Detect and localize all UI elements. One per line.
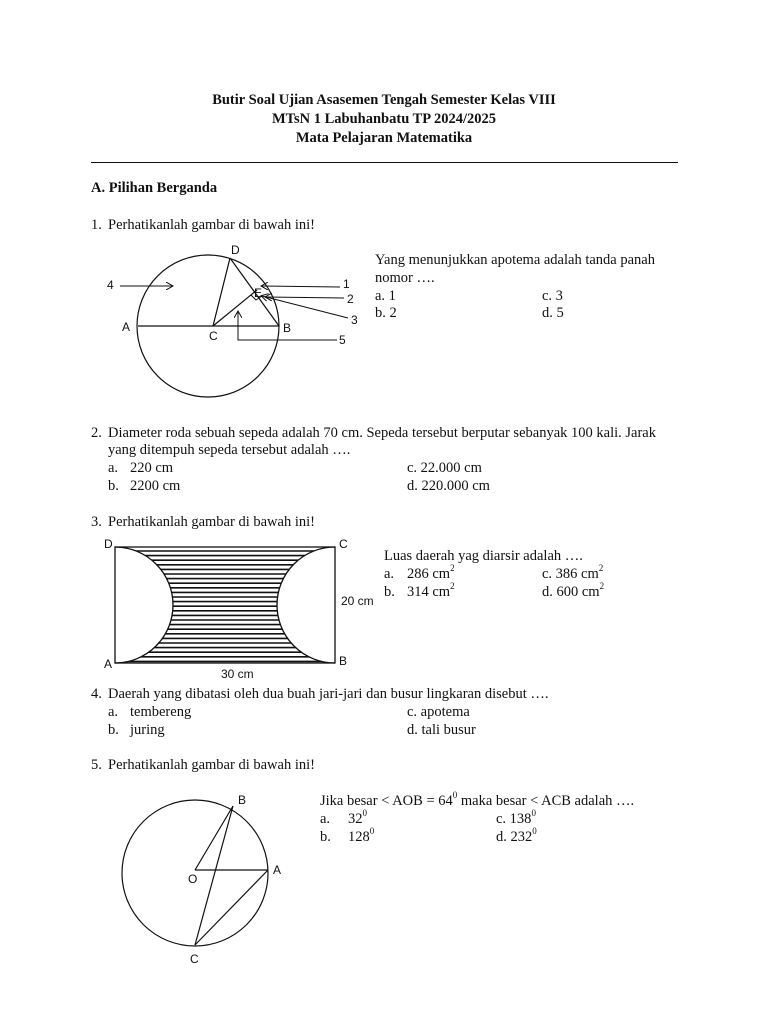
q2-option-c: c. 22.000 cm — [407, 460, 482, 476]
q5-label-o: O — [188, 872, 198, 886]
q4-text: Daerah yang dibatasi oleh dua buah jari-jari dan busur lingkaran disebut …. — [108, 686, 549, 702]
q4-option-c: c. apotema — [407, 704, 470, 720]
q3-label-d: D — [104, 537, 113, 551]
q5-chord-cb — [195, 806, 233, 945]
q4-number: 4. — [91, 686, 102, 702]
q4-option-a: tembereng — [130, 704, 192, 720]
q1-label-5: 5 — [339, 333, 346, 347]
q1-text: Perhatikanlah gambar di bawah ini! — [108, 217, 315, 233]
q5-prompt: Jika besar < AOB = $64^0$ maka besar < ACB adalah …. — [320, 790, 635, 809]
q1-label-c: C — [209, 329, 218, 343]
q5-option-d: d. $232^0$ — [496, 826, 537, 845]
q1-label-4: 4 — [107, 278, 114, 292]
q1-label-e: E — [254, 286, 263, 300]
q3-option-a-letter: a. — [384, 566, 395, 582]
q1-option-d: d. 5 — [542, 305, 564, 321]
q4-option-b: juring — [130, 722, 165, 738]
q4-option-b-letter: b. — [108, 722, 119, 738]
q5-chord-ca — [195, 870, 268, 945]
q4-option-d: d. tali busur — [407, 722, 476, 738]
q5-option-a-letter: a. — [320, 811, 331, 827]
q1-option-b: b. 2 — [375, 305, 397, 321]
q1-label-b: B — [283, 321, 292, 335]
q1-prompt-line1: Yang menunjukkan apotema adalah tanda panah — [375, 252, 655, 268]
q5-option-b-letter: b. — [320, 829, 331, 845]
q3-label-width: 30 cm — [221, 667, 254, 681]
q5-label-b: B — [238, 793, 247, 807]
q4-option-a-letter: a. — [108, 704, 119, 720]
q3-option-a: 286 $cm^2$ — [407, 563, 455, 582]
subject-name: Mata Pelajaran Matematika — [295, 130, 473, 146]
q3-prompt: Luas daerah yag diarsir adalah …. — [384, 548, 583, 564]
school-name: MTsN 1 Labuhanbatu TP 2024/2025 — [271, 111, 497, 127]
q3-label-b: B — [339, 654, 348, 668]
q3-label-a: A — [104, 657, 113, 671]
doc-title: Butir Soal Ujian Asasemen Tengah Semester Kelas VIII — [212, 92, 556, 108]
section-title: A. Pilihan Berganda — [91, 180, 218, 196]
q5-option-a: $32^0$ — [348, 808, 367, 827]
q1-label-a: A — [122, 320, 131, 334]
q2-number: 2. — [91, 425, 102, 441]
q5-option-c: c. $138^0$ — [496, 808, 536, 827]
q3-text: Perhatikanlah gambar di bawah ini! — [108, 514, 315, 530]
q3-option-b: 314 $cm^2$ — [407, 581, 455, 600]
q3-option-d: d. 600 $cm^2$ — [542, 581, 605, 600]
q5-number: 5. — [91, 757, 102, 773]
q2-option-d: d. 220.000 cm — [407, 478, 490, 494]
q2-option-a: 220 cm — [130, 460, 174, 476]
q1-option-c: c. 3 — [542, 288, 563, 304]
q2-option-a-letter: a. — [108, 460, 119, 476]
q1-label-3: 3 — [351, 313, 358, 327]
q1-label-d: D — [231, 243, 240, 257]
q3-label-height: 20 cm — [341, 594, 374, 608]
q3-option-b-letter: b. — [384, 584, 395, 600]
q3-number: 3. — [91, 514, 102, 530]
q1-label-1: 1 — [343, 277, 350, 291]
q3-option-c: c. 386 $cm^2$ — [542, 563, 604, 582]
q1-label-2: 2 — [347, 292, 354, 306]
q1-prompt-line2: nomor …. — [375, 270, 435, 286]
q5-option-b: $128^0$ — [348, 826, 375, 845]
q5-radius-ob — [195, 806, 233, 870]
q5-label-c: C — [190, 952, 199, 966]
q2-text-line2: yang ditempuh sepeda tersebut adalah …. — [108, 442, 351, 458]
q2-option-b: 2200 cm — [130, 478, 181, 494]
q1-option-a: a. 1 — [375, 288, 396, 304]
q5-label-a: A — [273, 863, 282, 877]
q3-label-c: C — [339, 537, 348, 551]
q5-text: Perhatikanlah gambar di bawah ini! — [108, 757, 315, 773]
q2-option-b-letter: b. — [108, 478, 119, 494]
q1-number: 1. — [91, 217, 102, 233]
q2-text-line1: Diameter roda sebuah sepeda adalah 70 cm. Sepeda tersebut berputar sebanyak 100 kali. Jarak — [108, 425, 656, 441]
